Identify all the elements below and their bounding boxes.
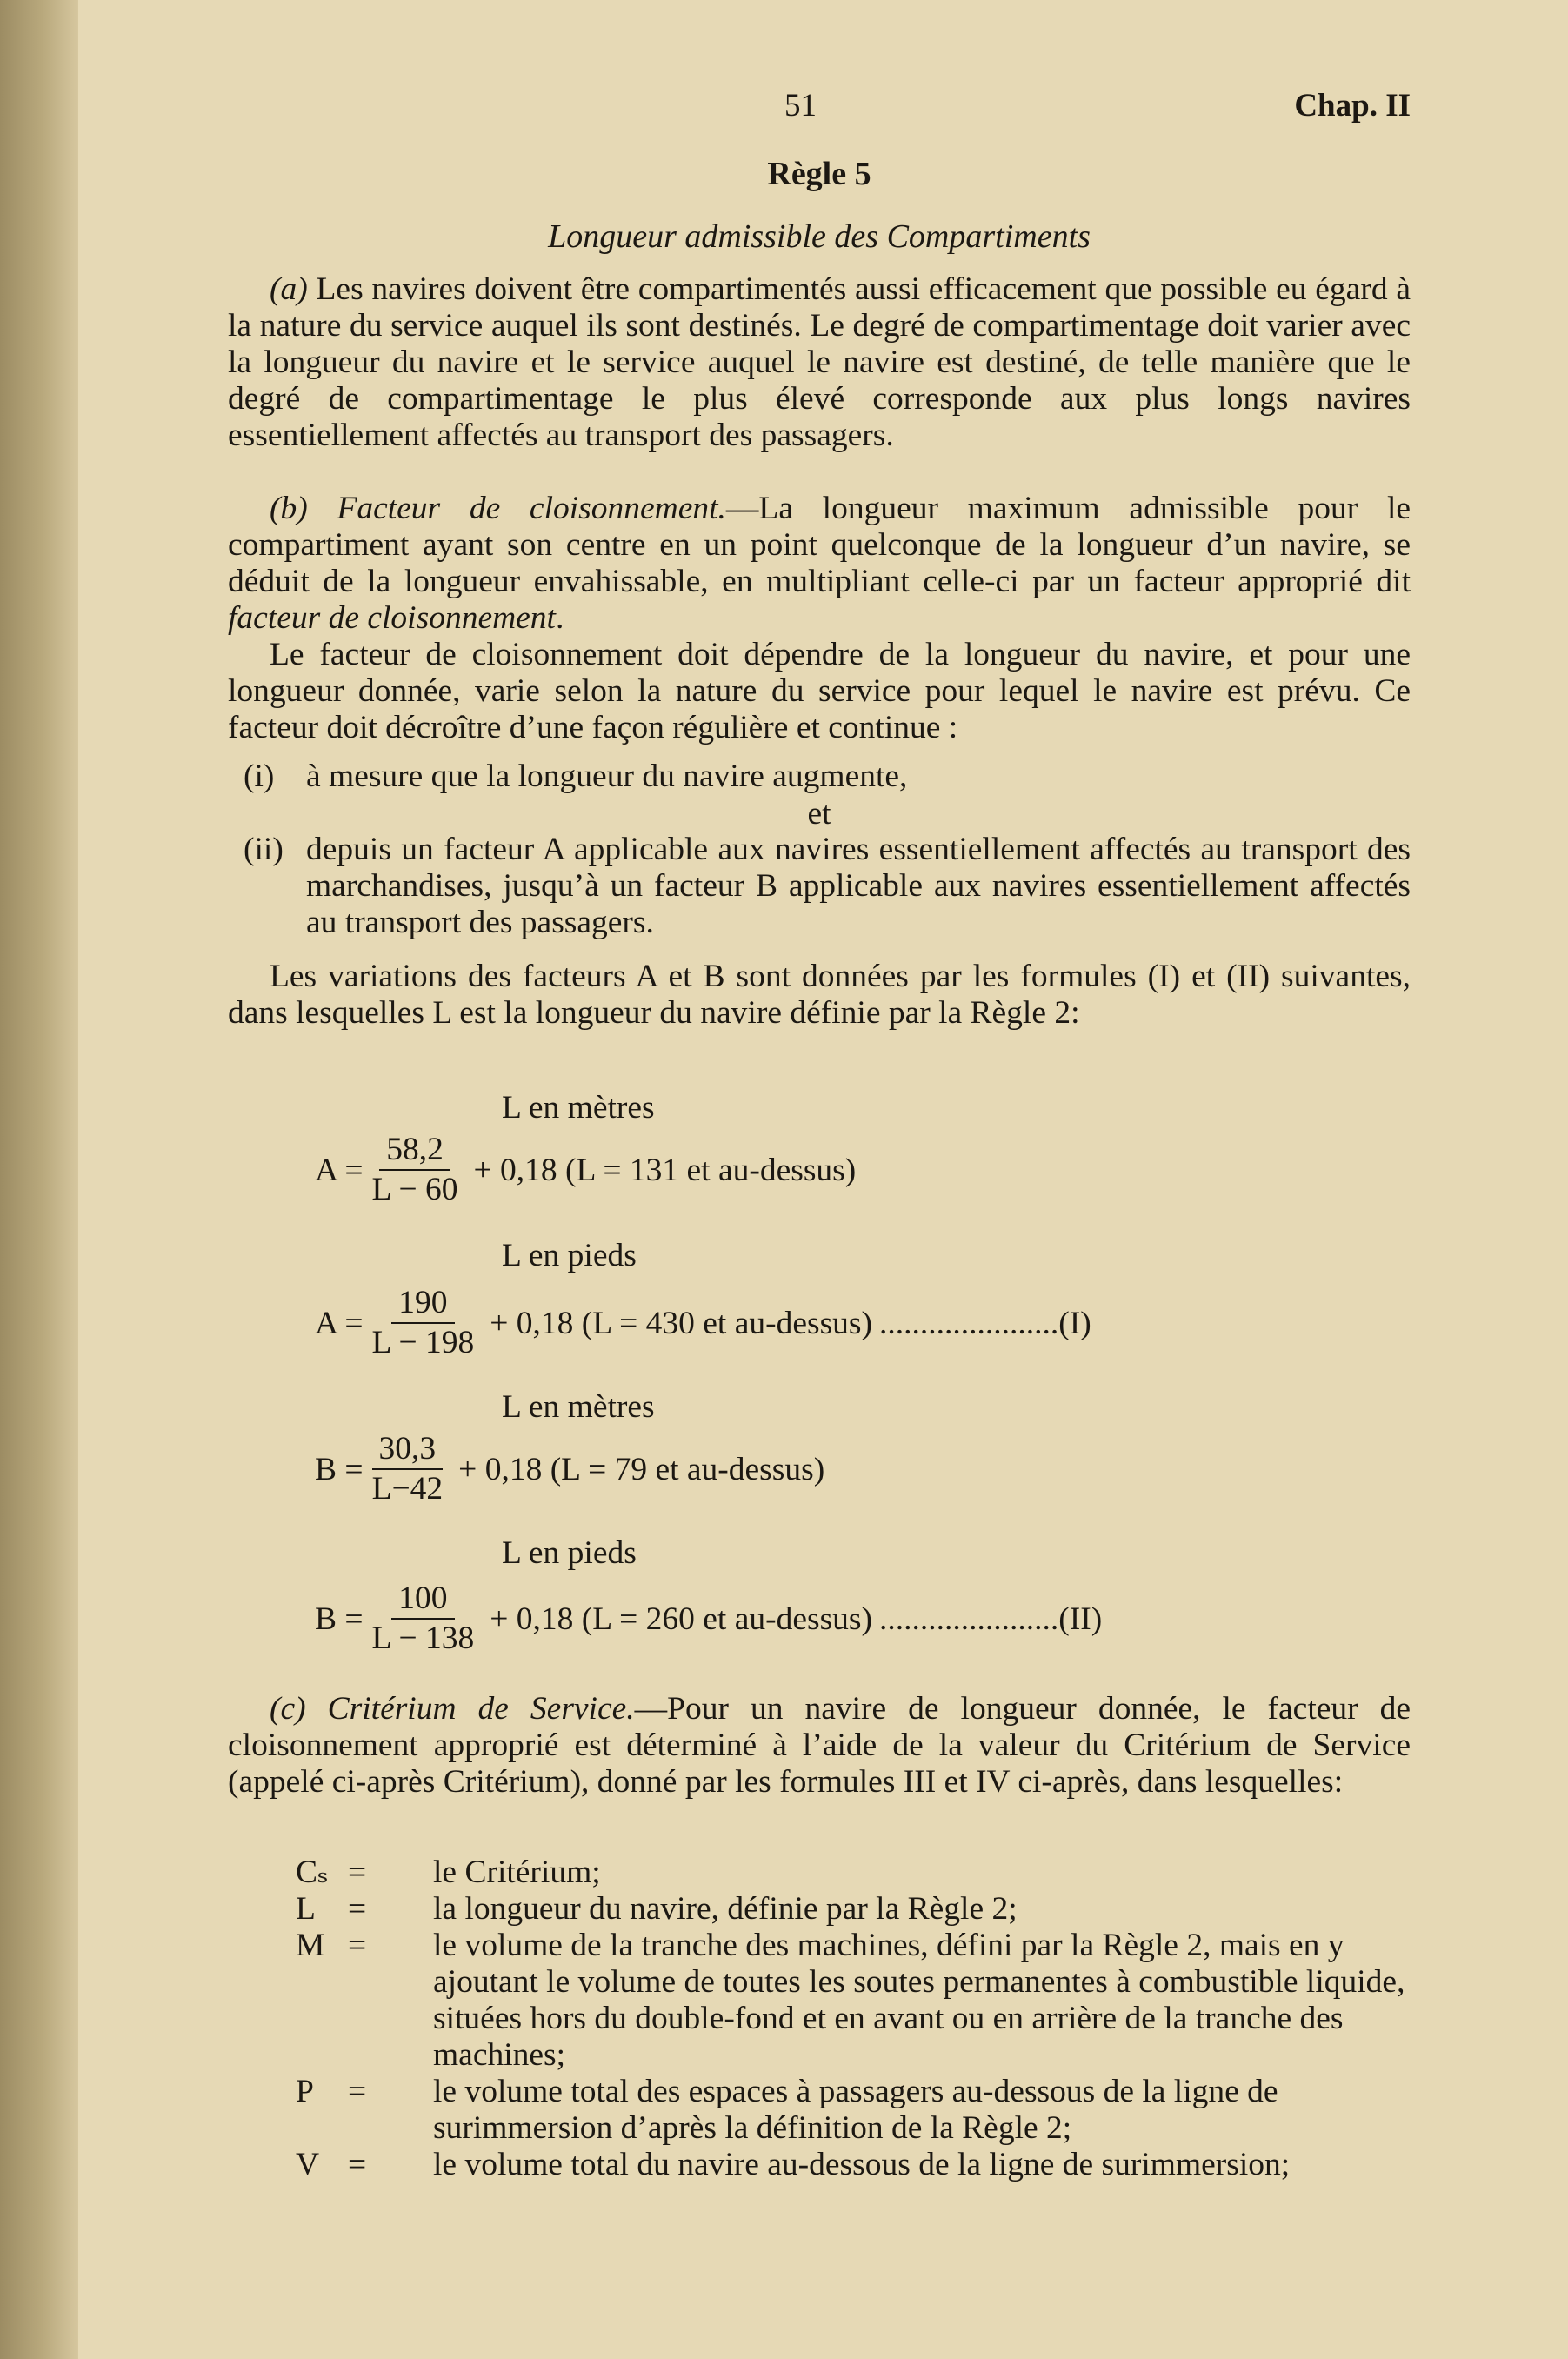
definition-text: la longueur du navire, définie par la Règle 2;: [433, 1891, 1018, 1927]
definition-symbol: Cₛ: [296, 1854, 329, 1890]
formula-reference: ......................(I): [879, 1305, 1091, 1341]
paragraph-b-label: (b): [270, 491, 308, 526]
formula-fraction: [372, 1432, 444, 1507]
definition-item: [296, 1891, 1411, 1928]
formula-tail: + 0,18 (L = 430 et au-dessus): [490, 1305, 873, 1341]
definition-equals: =: [348, 2074, 367, 2109]
paragraph-b2: Le facteur de cloisonnement doit dépendre de la longueur du navire, et pour une longueur donnée, varie selon la nature du service pour lequel le navire est prévu. Ce facteur doit décroître d’une façon régulière et continue :: [228, 637, 1411, 745]
formula-lhs: A =: [315, 1305, 364, 1341]
definition-text: le volume de la tranche des machines, défini par la Règle 2, mais en y ajoutant le volume de toutes les soutes permanentes à combustible liquide, situées hors du double-fond et en avant ou en arrière de la tranche des machines;: [433, 1928, 1405, 2073]
formula-unit-label: L en pieds: [502, 1535, 637, 1571]
rule-title: Règle 5: [767, 156, 871, 192]
page-number: 51: [784, 88, 817, 124]
formula-B-metres: [315, 1430, 831, 1508]
definition-item: [296, 1854, 1411, 1891]
definition-symbol: M: [296, 1928, 325, 1963]
formula-unit-label: L en mètres: [502, 1090, 655, 1126]
definition-item: [296, 1928, 1411, 2074]
list-item-number: (ii): [244, 832, 284, 867]
formula-A-pieds: [315, 1284, 1091, 1362]
formula-fraction: [372, 1133, 458, 1207]
paragraph-b-text: —La longueur maximum admissible pour le compartiment ayant son centre en un point quelconque de la longueur d’un navire, se déduit de la longueur envahissable, en multipliant celle-ci par un facteur approprié dit: [228, 491, 1411, 599]
chapter-label: Chap. II: [1294, 88, 1411, 124]
paragraph-c-label: (c): [270, 1691, 306, 1727]
paragraph-a: [228, 271, 1411, 454]
paragraph-variations: Les variations des facteurs A et B sont données par les formules (I) et (II) suivantes, dans lesquelles L est la longueur du navire définie par la Règle 2:: [228, 959, 1411, 1031]
fraction-denominator: L − 198: [371, 1325, 475, 1360]
definition-text: le volume total des espaces à passagers au-dessous de la ligne de surimmersion d’après la définition de la Règle 2;: [433, 2074, 1278, 2146]
paragraph-c: [228, 1691, 1411, 1801]
definition-equals: =: [348, 1928, 367, 1963]
formula-lhs: A =: [315, 1152, 364, 1188]
paragraph-a-text: Les navires doivent être compartimentés aussi efficacement que possible eu égard à la nature du service auquel ils sont destinés. Le degré de compartimentage doit varier avec la longueur du navire et le service auquel le navire est destiné, de telle manière que le degré de compartimentage le plus élevé corresponde aux plus longs navires essentiellement affectés au transport des passagers.: [228, 271, 1411, 453]
paragraph-b-end: .: [555, 600, 564, 636]
book-gutter-shadow: [0, 0, 78, 2359]
definition-symbol: P: [296, 2074, 314, 2109]
formula-tail: + 0,18 (L = 131 et au-dessus): [473, 1152, 857, 1188]
definition-equals: =: [348, 2147, 367, 2182]
definition-equals: =: [348, 1854, 367, 1890]
definition-symbol: L: [296, 1891, 316, 1927]
fraction-numerator: 100: [391, 1581, 454, 1620]
list-item-i: [244, 758, 1411, 795]
definitions-list: [296, 1854, 1411, 2183]
definition-symbol: V: [296, 2147, 320, 2182]
list-conjunction: et: [807, 796, 831, 832]
list-item-number: (i): [244, 758, 275, 794]
definition-item: [296, 2147, 1411, 2183]
definition-text: le Critérium;: [433, 1854, 601, 1890]
formula-unit-label: L en mètres: [502, 1389, 655, 1425]
fraction-numerator: 30,3: [372, 1432, 444, 1470]
definition-item: [296, 2074, 1411, 2147]
paragraph-c-text: —Pour un navire de longueur donnée, le facteur de cloisonnement approprié est déterminé à l’aide de la valeur du Critérium de Service (appelé ci-après Critérium), donné par les formules III et IV ci-après, dans lesquelles:: [228, 1691, 1411, 1800]
fraction-denominator: L − 60: [371, 1172, 458, 1207]
formula-A-metres: [315, 1131, 863, 1209]
formula-lhs: B =: [315, 1601, 364, 1637]
formula-reference: ......................(II): [879, 1601, 1103, 1637]
fraction-numerator: 58,2: [379, 1133, 450, 1171]
list-item-text: à mesure que la longueur du navire augmente,: [306, 758, 908, 794]
formula-fraction: [372, 1286, 475, 1360]
formula-fraction: [372, 1581, 475, 1656]
formula-unit-label: L en pieds: [502, 1238, 637, 1273]
rule-subtitle: Longueur admissible des Compartiments: [548, 218, 1091, 255]
fraction-denominator: L−42: [371, 1471, 444, 1507]
paragraph-b-heading: Facteur de cloisonnement.: [337, 491, 726, 526]
paragraph-c-heading: Critérium de Service.: [327, 1691, 635, 1727]
fraction-numerator: 190: [391, 1286, 454, 1324]
paragraph-b-term: facteur de cloisonnement: [228, 600, 556, 636]
paragraph-a-label: (a): [270, 271, 308, 307]
formula-tail: + 0,18 (L = 260 et au-dessus): [490, 1601, 873, 1637]
paragraph-b: [228, 491, 1411, 637]
list-item-text: depuis un facteur A applicable aux navires essentiellement affectés au transport des marchandises, jusqu’à un facteur B applicable aux navires essentiellement affectés au transport des passagers.: [306, 832, 1411, 940]
formula-lhs: B =: [315, 1451, 364, 1487]
document-page: [228, 0, 1411, 2359]
definition-equals: =: [348, 1891, 367, 1927]
definition-text: le volume total du navire au-dessous de la ligne de surimmersion;: [433, 2147, 1291, 2182]
fraction-denominator: L − 138: [371, 1621, 475, 1656]
formula-tail: + 0,18 (L = 79 et au-dessus): [458, 1451, 825, 1487]
list-item-ii: [244, 832, 1411, 941]
formula-B-pieds: [315, 1580, 1102, 1658]
